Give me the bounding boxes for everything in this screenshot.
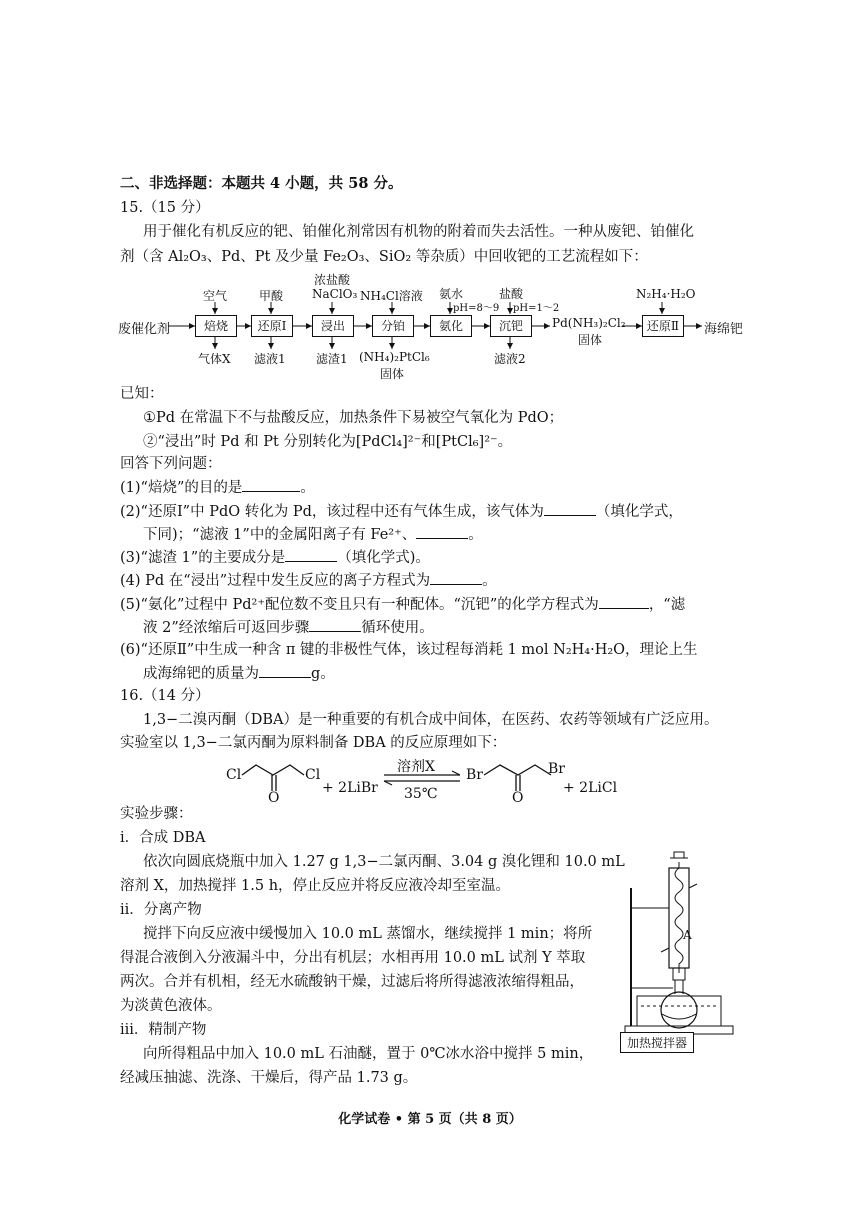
flow-input-hydrazine: N₂H₄·H₂O	[636, 287, 696, 301]
product-licl: + 2LiCl	[563, 780, 618, 796]
q15-sub1-text: (1)“焙烧”的目的是	[120, 480, 243, 496]
condition-solvent: 溶剂X	[397, 759, 435, 775]
flow-input-ph1: pH=8～9	[453, 303, 500, 314]
q15-known-title: 已知：	[120, 386, 164, 402]
reactant-cl-right: Cl	[305, 767, 321, 783]
reactant-o: O	[268, 790, 280, 806]
q16-steps-title: 实验步骤：	[120, 806, 193, 822]
flow-output-filtrate1: 滤液1	[254, 352, 286, 366]
q15-intro-line2: 剂（含 Al₂O₃、Pd、Pt 及少量 Fe₂O₃、SiO₂ 等杂质）中回收钯的工艺流程如下：	[120, 249, 648, 265]
q15-sub4-text: (4) Pd 在“浸出”过程中发生反应的离子方程式为	[120, 573, 431, 589]
q15-number: 15.（15 分）	[120, 200, 210, 216]
q15-known1: ①Pd 在常温下不与盐酸反应，加热条件下易被空气氧化为 PdO；	[143, 410, 564, 426]
q15-sub6-end: g。	[311, 666, 335, 682]
q15-sub6-text-b: 成海绵钯的质量为	[143, 666, 259, 682]
q16-step3-line2: 经减压抽滤、洗涤、干燥后，得产品 1.73 g。	[120, 1070, 418, 1086]
flow-box-precipitate: 沉钯	[490, 315, 532, 337]
page-footer: 化学试卷 • 第 5 页（共 8 页）	[338, 1112, 522, 1127]
q15-sub2-text-c: 下同)；“滤液 1”中的金属阳离子有 Fe²⁺、	[143, 527, 417, 543]
q15-sub5-end: 循环使用。	[361, 620, 434, 636]
flow-intermediate-state: 固体	[578, 333, 603, 347]
q16-step2-line3: 两次。合并有机相，经无水硫酸钠干燥，过滤后将所得滤液浓缩得粗品，	[120, 974, 584, 990]
q16-step2-line2: 得混合液倒入分液漏斗中，分出有机层；水相再用 10.0 mL 试剂 Y 萃取	[120, 950, 586, 966]
flow-input-formic-acid: 甲酸	[259, 289, 284, 303]
reagent-libr: + 2LiBr	[322, 780, 378, 796]
flow-box-reduce2: 还原Ⅱ	[642, 315, 684, 337]
q15-sub2-text-b: （填化学式，	[595, 504, 683, 520]
q16-number: 16.（14 分）	[120, 688, 210, 704]
section-heading: 二、非选择题：本题共 4 小题，共 58 分。	[120, 175, 403, 192]
q15-known2: ②“浸出”时 Pd 和 Pt 分别转化为[PdCl₄]²⁻和[PtCl₆]²⁻。	[143, 434, 513, 450]
flow-output-pt-salt-state: 固体	[380, 367, 405, 381]
flow-box-roast: 焙烧	[195, 315, 237, 337]
apparatus-label-a: A	[683, 928, 692, 942]
q16-step2-line4: 为淡黄色液体。	[120, 998, 222, 1014]
apparatus-drawing	[615, 848, 745, 1048]
flow-box-reduce1: 还原Ⅰ	[251, 315, 293, 337]
flow-end: 海绵钯	[704, 322, 744, 337]
reactant-cl-left: Cl	[226, 767, 242, 783]
flow-input-air: 空气	[203, 289, 228, 303]
flow-box-ammoniate: 氨化	[430, 315, 472, 337]
q16-intro-line1: 1,3−二溴丙酮（DBA）是一种重要的有机合成中间体，在医药、农药等领域有广泛应用。	[143, 712, 719, 728]
q16-step1-line1: 依次向圆底烧瓶中加入 1.27 g 1,3−二氯丙酮、3.04 g 溴化锂和 10.0 mL	[143, 854, 625, 870]
flow-input-ammonia: 氨水	[439, 287, 464, 301]
q15-sub5-text-c: 液 2”经浓缩后可返回步骤	[143, 620, 310, 636]
condition-temperature: 35℃	[404, 786, 438, 802]
flow-input-ph2: pH=1～2	[513, 303, 560, 314]
flow-input-hcl: 盐酸	[499, 287, 524, 301]
flow-output-filtrate2: 滤液2	[494, 352, 526, 366]
q16-intro-line2: 实验室以 1,3−二氯丙酮为原料制备 DBA 的反应原理如下：	[120, 735, 507, 751]
product-br-right: Br	[548, 761, 565, 777]
q15-sub1-end: 。	[300, 480, 315, 496]
product-br-left: Br	[466, 767, 483, 783]
q16-step3-line1: 向所得粗品中加入 10.0 mL 石油醚，置于 0℃冰水浴中搅拌 5 min，	[143, 1046, 594, 1062]
q15-sub3-text: (3)“滤渣 1”的主要成分是	[120, 550, 286, 566]
q15-sub5-text-a: (5)“氨化”过程中 Pd²⁺配位数不变且只有一种配体。“沉钯”的化学方程式为	[120, 597, 599, 613]
q15-sub2-text-a: (2)“还原Ⅰ”中 PdO 转化为 Pd，该过程中还有气体生成，该气体为	[120, 504, 544, 520]
q15-answer-title: 回答下列问题：	[120, 456, 222, 472]
product-o: O	[512, 790, 524, 806]
flow-input-conc-hcl: 浓盐酸	[314, 273, 351, 287]
q16-step1-title: ⅰ．合成 DBA	[120, 830, 206, 846]
flow-input-nh4cl: NH₄Cl溶液	[360, 289, 423, 303]
q16-step2-title: ⅱ．分离产物	[120, 902, 202, 918]
flow-box-leach: 浸出	[312, 315, 354, 337]
q16-step2-line1: 搅拌下向反应液中缓慢加入 10.0 mL 蒸馏水，继续搅拌 1 min；将所	[143, 926, 593, 942]
q15-sub4-end: 。	[482, 573, 497, 589]
flow-start: 废催化剂	[118, 322, 171, 337]
q16-step1-line2: 溶剂 X，加热搅拌 1.5 h，停止反应并将反应液冷却至室温。	[120, 878, 511, 894]
flow-input-naclo3: NaClO₃	[312, 287, 358, 301]
q15-sub3-end: （填化学式)。	[337, 550, 430, 566]
flow-output-gas-x: 气体X	[198, 352, 231, 366]
flow-box-separate-pt: 分铂	[372, 315, 414, 337]
flow-intermediate: Pd(NH₃)₂Cl₂	[552, 316, 626, 330]
q15-sub2-end: 。	[468, 527, 483, 543]
q15-sub5-text-b: ，“滤	[648, 597, 686, 613]
flow-output-residue1: 滤渣1	[316, 352, 348, 366]
flow-output-pt-salt: (NH₄)₂PtCl₆	[359, 350, 430, 364]
q15-sub6-line1: (6)“还原Ⅱ”中生成一种含 π 键的非极性气体，该过程每消耗 1 mol N₂H₄·H₂O，理论上生	[120, 642, 698, 658]
apparatus-label-stirrer: 加热搅拌器	[620, 1032, 694, 1053]
q15-intro-line1: 用于催化有机反应的钯、铂催化剂常因有机物的附着而失去活性。一种从废钯、铂催化	[143, 224, 694, 240]
q16-step3-title: ⅲ．精制产物	[120, 1022, 207, 1038]
